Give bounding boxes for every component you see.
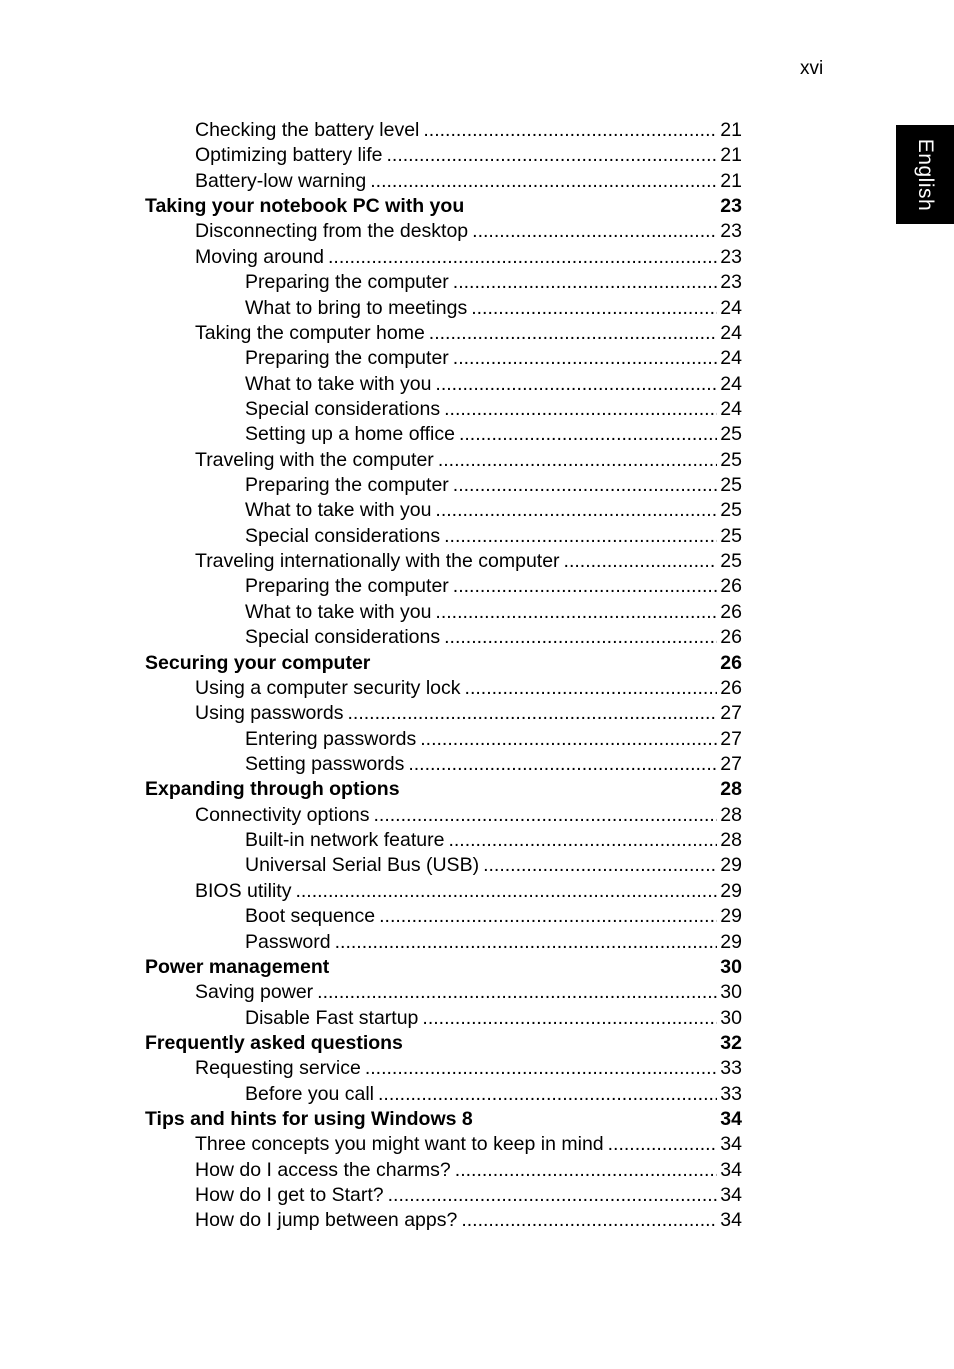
toc-entry-page-number: 27 <box>720 752 742 775</box>
toc-entry[interactable] <box>0 1006 954 1031</box>
toc-entry-title: Traveling with the computer <box>195 448 434 471</box>
toc-entry-page-number: 34 <box>720 1108 742 1131</box>
toc-entry[interactable] <box>0 1056 954 1081</box>
toc-entry-title: What to take with you <box>245 600 432 623</box>
toc-entry-page-number: 26 <box>720 600 742 623</box>
toc-entry-title: Preparing the computer <box>245 575 449 598</box>
toc-entry[interactable] <box>0 270 954 295</box>
toc-entry[interactable] <box>0 828 954 853</box>
toc-entry-row <box>245 574 742 599</box>
toc-entry-title: Special considerations <box>245 524 441 547</box>
toc-entry-row <box>195 143 742 168</box>
toc-entry[interactable] <box>0 1158 954 1183</box>
toc-entry-title: Three concepts you might want to keep in mind <box>195 1133 604 1156</box>
toc-dot-leader <box>317 980 717 1005</box>
toc-entry-title: Using a computer security lock <box>195 676 461 699</box>
toc-entry-page-number: 26 <box>720 676 742 699</box>
toc-entry-row <box>195 879 742 904</box>
toc-entry-page-number: 24 <box>720 347 742 370</box>
toc-entry[interactable] <box>0 1208 954 1233</box>
toc-entry-title: Taking your notebook PC with you <box>145 195 465 218</box>
toc-entry[interactable] <box>0 1183 954 1208</box>
toc-section-heading[interactable] <box>0 1031 954 1056</box>
toc-dot-leader <box>444 625 717 650</box>
toc-entry[interactable] <box>0 1132 954 1157</box>
toc-entry-row <box>195 980 742 1005</box>
toc-entry-row <box>245 473 742 498</box>
toc-dot-leader <box>335 930 718 955</box>
toc-dot-leader <box>471 296 717 321</box>
toc-entry-row <box>195 1208 742 1233</box>
toc-entry-row <box>195 219 742 244</box>
toc-dot-leader <box>429 321 718 346</box>
toc-entry-row <box>245 1082 742 1107</box>
toc-entry[interactable] <box>0 625 954 650</box>
toc-entry-row <box>195 1183 742 1208</box>
toc-entry-title: How do I access the charms? <box>195 1158 451 1181</box>
toc-entry-page-number: 24 <box>720 397 742 420</box>
toc-entry-page-number: 26 <box>720 575 742 598</box>
toc-entry-page-number: 23 <box>720 195 742 218</box>
toc-entry-row <box>195 1158 742 1183</box>
toc-dot-leader <box>455 1158 718 1183</box>
toc-dot-leader <box>444 397 717 422</box>
toc-entry[interactable] <box>0 980 954 1005</box>
toc-entry[interactable] <box>0 549 954 574</box>
toc-entry[interactable] <box>0 473 954 498</box>
toc-entry[interactable] <box>0 372 954 397</box>
toc-entry-page-number: 25 <box>720 474 742 497</box>
toc-entry-page-number: 25 <box>720 499 742 522</box>
toc-entry-title: Connectivity options <box>195 803 370 826</box>
toc-entry-page-number: 23 <box>720 245 742 268</box>
toc-dot-leader <box>379 904 717 929</box>
toc-entry-page-number: 24 <box>720 296 742 319</box>
toc-entry-row <box>195 245 742 270</box>
toc-entry-title: Special considerations <box>245 397 441 420</box>
toc-entry-page-number: 25 <box>720 448 742 471</box>
toc-entry-title: Using passwords <box>195 702 344 725</box>
toc-entry-row <box>195 118 742 143</box>
toc-entry-title: Traveling internationally with the computer <box>195 550 560 573</box>
toc-entry[interactable] <box>0 930 954 955</box>
table-of-contents <box>0 118 954 1234</box>
toc-entry-row <box>245 828 742 853</box>
toc-entry-row <box>245 904 742 929</box>
toc-entry[interactable] <box>0 803 954 828</box>
toc-entry[interactable] <box>0 321 954 346</box>
toc-entry-row <box>245 727 742 752</box>
toc-entry-page-number: 30 <box>720 1006 742 1029</box>
toc-dot-leader <box>435 600 717 625</box>
toc-entry-title: Universal Serial Bus (USB) <box>245 854 480 877</box>
toc-entry[interactable] <box>0 143 954 168</box>
toc-dot-leader <box>388 1183 718 1208</box>
toc-entry-page-number: 26 <box>720 651 742 674</box>
toc-entry-row <box>195 169 742 194</box>
toc-dot-leader <box>435 498 717 523</box>
toc-entry[interactable] <box>0 904 954 929</box>
toc-entry-page-number: 23 <box>720 220 742 243</box>
toc-entry-title: Entering passwords <box>245 727 417 750</box>
toc-entry-row <box>145 1031 742 1056</box>
toc-entry-page-number: 30 <box>720 981 742 1004</box>
toc-entry[interactable] <box>0 524 954 549</box>
toc-entry-title: Moving around <box>195 245 324 268</box>
toc-entry-row <box>245 625 742 650</box>
toc-entry[interactable] <box>0 346 954 371</box>
toc-dot-leader <box>459 422 717 447</box>
toc-entry-row <box>195 676 742 701</box>
toc-entry-page-number: 32 <box>720 1031 742 1054</box>
toc-dot-leader <box>444 524 717 549</box>
toc-entry-row <box>145 651 742 676</box>
toc-dot-leader <box>422 1006 717 1031</box>
toc-entry-title: Built-in network feature <box>245 829 445 852</box>
toc-entry-title: Disable Fast startup <box>245 1006 419 1029</box>
toc-dot-leader <box>448 828 717 853</box>
toc-entry-row <box>195 1132 742 1157</box>
toc-entry-page-number: 28 <box>720 778 742 801</box>
toc-entry-row <box>195 1056 742 1081</box>
toc-dot-leader <box>564 549 718 574</box>
toc-entry-page-number: 24 <box>720 372 742 395</box>
toc-entry-row <box>195 549 742 574</box>
toc-entry-page-number: 21 <box>720 119 742 141</box>
toc-entry-row <box>195 321 742 346</box>
toc-section-heading[interactable] <box>0 194 954 219</box>
toc-entry-row <box>245 270 742 295</box>
toc-entry-row <box>145 955 742 980</box>
toc-dot-leader <box>453 473 718 498</box>
toc-entry-page-number: 29 <box>720 854 742 877</box>
toc-entry-row <box>245 752 742 777</box>
toc-entry-row <box>245 853 742 878</box>
toc-entry-title: Requesting service <box>195 1057 361 1080</box>
toc-entry-page-number: 27 <box>720 727 742 750</box>
toc-entry-row <box>195 701 742 726</box>
toc-dot-leader <box>408 752 717 777</box>
toc-entry-row <box>245 422 742 447</box>
toc-entry-title: Securing your computer <box>145 651 371 674</box>
toc-entry-title: Optimizing battery life <box>195 144 383 167</box>
toc-dot-leader <box>608 1132 718 1157</box>
toc-entry-row <box>245 397 742 422</box>
toc-entry-page-number: 29 <box>720 905 742 928</box>
toc-dot-leader <box>453 346 718 371</box>
toc-entry-title: Preparing the computer <box>245 347 449 370</box>
toc-entry-page-number: 34 <box>720 1209 742 1232</box>
toc-entry-page-number: 26 <box>720 626 742 649</box>
toc-entry-title: Power management <box>145 955 330 978</box>
toc-dot-leader <box>387 143 718 168</box>
toc-entry-title: Battery-low warning <box>195 169 367 192</box>
toc-dot-leader <box>453 270 718 295</box>
toc-entry-page-number: 34 <box>720 1133 742 1156</box>
toc-entry[interactable] <box>0 600 954 625</box>
toc-entry-page-number: 21 <box>720 169 742 192</box>
toc-entry[interactable] <box>0 448 954 473</box>
toc-entry[interactable] <box>0 676 954 701</box>
toc-entry-page-number: 28 <box>720 829 742 852</box>
toc-entry-title: Setting up a home office <box>245 423 455 446</box>
page-number: xvi <box>800 58 824 79</box>
toc-entry-title: Password <box>245 930 331 953</box>
toc-entry-row <box>145 194 742 219</box>
toc-dot-leader <box>435 372 717 397</box>
toc-entry-row <box>245 346 742 371</box>
toc-dot-leader <box>378 1082 717 1107</box>
toc-entry-page-number: 34 <box>720 1158 742 1181</box>
toc-dot-leader <box>453 574 718 599</box>
toc-entry-row <box>245 372 742 397</box>
toc-entry-title: What to take with you <box>245 499 432 522</box>
toc-section-heading[interactable] <box>0 955 954 980</box>
toc-dot-leader <box>483 853 717 878</box>
toc-entry-page-number: 34 <box>720 1184 742 1207</box>
toc-section-heading[interactable] <box>0 777 954 802</box>
toc-entry[interactable] <box>0 245 954 270</box>
toc-dot-leader <box>374 803 718 828</box>
toc-entry-title: What to bring to meetings <box>245 296 468 319</box>
toc-entry[interactable] <box>0 498 954 523</box>
toc-entry-page-number: 29 <box>720 879 742 902</box>
toc-entry[interactable] <box>0 752 954 777</box>
toc-entry-page-number: 21 <box>720 144 742 167</box>
toc-entry-title: Preparing the computer <box>245 474 449 497</box>
toc-dot-leader <box>465 676 718 701</box>
toc-entry-title: Frequently asked questions <box>145 1031 403 1054</box>
toc-dot-leader <box>423 118 717 143</box>
toc-entry-title: Setting passwords <box>245 752 405 775</box>
toc-entry-row <box>245 498 742 523</box>
toc-section-heading[interactable] <box>0 1107 954 1132</box>
toc-entry[interactable] <box>0 853 954 878</box>
toc-entry[interactable] <box>0 422 954 447</box>
toc-entry-title: How do I get to Start? <box>195 1184 384 1207</box>
toc-entry[interactable] <box>0 574 954 599</box>
toc-entry-page-number: 33 <box>720 1057 742 1080</box>
toc-dot-leader <box>438 448 717 473</box>
toc-entry[interactable] <box>0 219 954 244</box>
toc-entry-row <box>245 930 742 955</box>
toc-entry[interactable] <box>0 727 954 752</box>
language-tab-label: English <box>914 138 937 211</box>
toc-entry-title: BIOS utility <box>195 879 292 902</box>
toc-entry-title: Before you call <box>245 1082 374 1105</box>
toc-entry-row <box>145 777 742 802</box>
toc-entry-title: Saving power <box>195 981 314 1004</box>
toc-entry[interactable] <box>0 397 954 422</box>
toc-entry-row <box>195 448 742 473</box>
toc-entry-title: How do I jump between apps? <box>195 1209 458 1232</box>
toc-entry-page-number: 33 <box>720 1082 742 1105</box>
toc-entry-title: Taking the computer home <box>195 321 425 344</box>
toc-entry-page-number: 23 <box>720 271 742 294</box>
toc-entry-page-number: 27 <box>720 702 742 725</box>
toc-section-heading[interactable] <box>0 651 954 676</box>
toc-dot-leader <box>472 219 717 244</box>
toc-entry-page-number: 25 <box>720 423 742 446</box>
toc-entry-row <box>245 524 742 549</box>
toc-dot-leader <box>365 1056 717 1081</box>
toc-entry-title: Checking the battery level <box>195 119 420 141</box>
toc-dot-leader <box>347 701 717 726</box>
toc-entry[interactable] <box>0 118 954 143</box>
toc-entry-row <box>145 1107 742 1132</box>
toc-entry-row <box>245 600 742 625</box>
toc-entry-page-number: 29 <box>720 930 742 953</box>
toc-entry-title: Tips and hints for using Windows 8 <box>145 1108 473 1131</box>
toc-entry[interactable] <box>0 879 954 904</box>
toc-entry[interactable] <box>0 701 954 726</box>
toc-entry-page-number: 25 <box>720 524 742 547</box>
toc-entry-title: Disconnecting from the desktop <box>195 220 469 243</box>
toc-entry-title: Expanding through options <box>145 778 400 801</box>
toc-entry-title: Preparing the computer <box>245 271 449 294</box>
toc-entry-title: What to take with you <box>245 372 432 395</box>
toc-entry-title: Boot sequence <box>245 905 376 928</box>
toc-entry-title: Special considerations <box>245 626 441 649</box>
toc-dot-leader <box>328 245 717 270</box>
toc-entry[interactable] <box>0 169 954 194</box>
toc-entry-row <box>245 1006 742 1031</box>
toc-entry[interactable] <box>0 1082 954 1107</box>
toc-entry-page-number: 25 <box>720 550 742 573</box>
toc-entry-page-number: 30 <box>720 955 742 978</box>
toc-dot-leader <box>461 1208 717 1233</box>
toc-entry-row <box>195 803 742 828</box>
toc-entry-row <box>245 296 742 321</box>
toc-entry-page-number: 24 <box>720 321 742 344</box>
toc-entry[interactable] <box>0 296 954 321</box>
toc-dot-leader <box>370 169 717 194</box>
toc-dot-leader <box>420 727 717 752</box>
toc-dot-leader <box>295 879 717 904</box>
toc-entry-page-number: 28 <box>720 803 742 826</box>
